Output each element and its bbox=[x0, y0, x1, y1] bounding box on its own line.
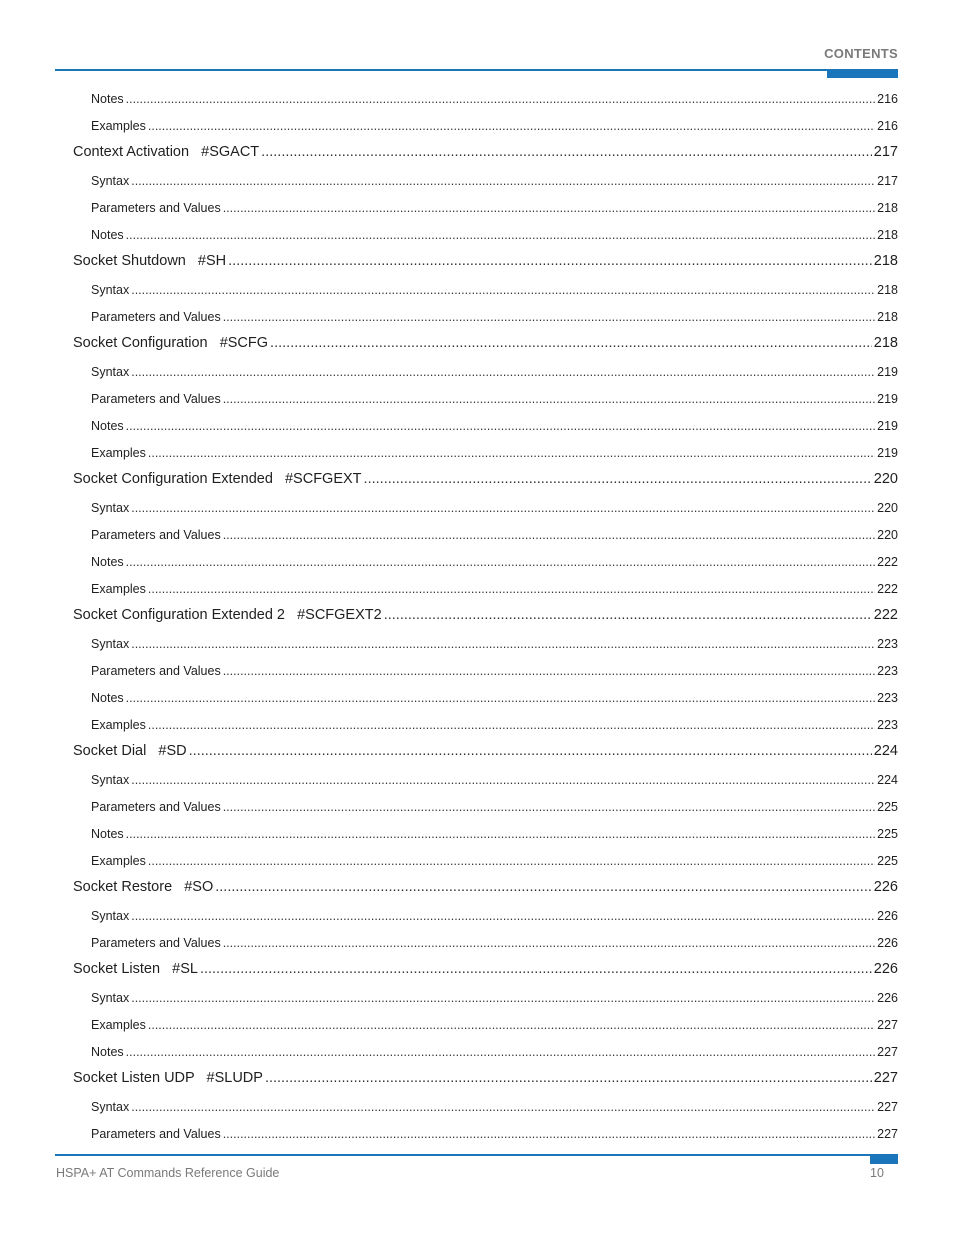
toc-subsection-entry[interactable] bbox=[0, 528, 954, 550]
toc-subsection-entry[interactable] bbox=[0, 392, 954, 414]
toc-entry-page-number: 218 bbox=[877, 201, 898, 215]
toc-entry-label: Examples bbox=[91, 1018, 146, 1032]
toc-entry-label: Parameters and Values bbox=[91, 664, 221, 678]
footer-rule bbox=[55, 1154, 898, 1156]
toc-subsection-entry[interactable] bbox=[0, 909, 954, 931]
toc-dot-leader bbox=[126, 419, 875, 433]
footer-accent-tab bbox=[870, 1154, 898, 1164]
toc-entry-label: Syntax bbox=[91, 991, 130, 1005]
toc-entry-page-number: 226 bbox=[877, 991, 898, 1005]
toc-dot-leader bbox=[223, 664, 875, 678]
footer-document-title: HSPA+ AT Commands Reference Guide bbox=[56, 1166, 280, 1180]
toc-dot-leader bbox=[148, 1018, 875, 1032]
toc-dot-leader bbox=[265, 1070, 872, 1086]
toc-entry-label: Notes bbox=[91, 419, 124, 433]
toc-dot-leader bbox=[126, 228, 875, 242]
toc-subsection-entry[interactable] bbox=[0, 174, 954, 196]
toc-dot-leader bbox=[126, 691, 875, 705]
toc-dot-leader bbox=[223, 201, 875, 215]
toc-entry-label: Syntax bbox=[91, 909, 130, 923]
toc-dot-leader bbox=[131, 909, 875, 923]
toc-entry-label: Notes bbox=[91, 1045, 124, 1059]
toc-dot-leader bbox=[215, 879, 872, 895]
toc-section-entry[interactable] bbox=[0, 1070, 954, 1094]
toc-entry-label: Notes bbox=[91, 691, 124, 705]
toc-entry-page-number: 223 bbox=[877, 664, 898, 678]
toc-dot-leader bbox=[223, 528, 875, 542]
toc-dot-leader bbox=[131, 637, 875, 651]
toc-entry-label: Socket Listen #SL bbox=[73, 961, 198, 977]
header-rule bbox=[55, 69, 898, 71]
toc-entry-page-number: 223 bbox=[877, 637, 898, 651]
toc-entry-label: Parameters and Values bbox=[91, 800, 221, 814]
toc-section-entry[interactable] bbox=[0, 607, 954, 631]
toc-subsection-entry[interactable] bbox=[0, 1127, 954, 1149]
toc-entry-page-number: 219 bbox=[877, 446, 898, 460]
toc-entry-label: Notes bbox=[91, 92, 124, 106]
toc-subsection-entry[interactable] bbox=[0, 501, 954, 523]
toc-entry-label: Examples bbox=[91, 119, 146, 133]
toc-subsection-entry[interactable] bbox=[0, 1045, 954, 1067]
toc-entry-page-number: 224 bbox=[873, 743, 898, 759]
toc-dot-leader bbox=[131, 773, 875, 787]
toc-dot-leader bbox=[223, 936, 875, 950]
toc-subsection-entry[interactable] bbox=[0, 582, 954, 604]
toc-dot-leader bbox=[148, 119, 875, 133]
toc-entry-label: Syntax bbox=[91, 1100, 130, 1114]
toc-subsection-entry[interactable] bbox=[0, 310, 954, 332]
toc-entry-page-number: 219 bbox=[877, 392, 898, 406]
toc-entry-label: Socket Dial #SD bbox=[73, 743, 187, 759]
toc-entry-page-number: 227 bbox=[873, 1070, 898, 1086]
toc-section-entry[interactable] bbox=[0, 335, 954, 359]
toc-dot-leader bbox=[384, 607, 872, 623]
toc-entry-page-number: 226 bbox=[873, 879, 898, 895]
toc-entry-label: Syntax bbox=[91, 283, 130, 297]
toc-entry-page-number: 220 bbox=[877, 528, 898, 542]
toc-entry-label: Parameters and Values bbox=[91, 392, 221, 406]
toc-section-entry[interactable] bbox=[0, 253, 954, 277]
toc-entry-page-number: 225 bbox=[877, 854, 898, 868]
toc-entry-page-number: 227 bbox=[877, 1127, 898, 1141]
toc-dot-leader bbox=[270, 335, 872, 351]
toc-subsection-entry[interactable] bbox=[0, 228, 954, 250]
toc-entry-label: Socket Configuration Extended 2 #SCFGEXT2 bbox=[73, 607, 382, 623]
toc-entry-page-number: 216 bbox=[877, 92, 898, 106]
toc-entry-page-number: 226 bbox=[877, 936, 898, 950]
toc-dot-leader bbox=[131, 501, 875, 515]
toc-subsection-entry[interactable] bbox=[0, 773, 954, 795]
toc-dot-leader bbox=[131, 991, 875, 1005]
page-header-title: CONTENTS bbox=[824, 46, 898, 61]
toc-entry-page-number: 217 bbox=[877, 174, 898, 188]
toc-entry-label: Syntax bbox=[91, 174, 130, 188]
toc-subsection-entry[interactable] bbox=[0, 1100, 954, 1122]
toc-entry-label: Parameters and Values bbox=[91, 310, 221, 324]
toc-subsection-entry[interactable] bbox=[0, 201, 954, 223]
toc-entry-page-number: 218 bbox=[877, 228, 898, 242]
toc-subsection-entry[interactable] bbox=[0, 691, 954, 713]
toc-subsection-entry[interactable] bbox=[0, 283, 954, 305]
toc-dot-leader bbox=[228, 253, 872, 269]
toc-entry-page-number: 226 bbox=[877, 909, 898, 923]
toc-entry-page-number: 225 bbox=[877, 827, 898, 841]
toc-entry-label: Socket Restore #SO bbox=[73, 879, 214, 895]
toc-subsection-entry[interactable] bbox=[0, 718, 954, 740]
toc-entry-page-number: 219 bbox=[877, 419, 898, 433]
toc-dot-leader bbox=[148, 582, 875, 596]
toc-entry-page-number: 226 bbox=[873, 961, 898, 977]
toc-dot-leader bbox=[126, 1045, 875, 1059]
toc-subsection-entry[interactable] bbox=[0, 936, 954, 958]
toc-dot-leader bbox=[189, 743, 872, 759]
toc-entry-label: Parameters and Values bbox=[91, 936, 221, 950]
toc-dot-leader bbox=[261, 144, 872, 160]
toc-subsection-entry[interactable] bbox=[0, 1018, 954, 1040]
toc-section-entry[interactable] bbox=[0, 471, 954, 495]
toc-dot-leader bbox=[223, 800, 875, 814]
toc-entry-label: Socket Listen UDP #SLUDP bbox=[73, 1070, 263, 1086]
toc-dot-leader bbox=[200, 961, 872, 977]
toc-dot-leader bbox=[131, 174, 875, 188]
toc-entry-page-number: 217 bbox=[873, 144, 898, 160]
toc-subsection-entry[interactable] bbox=[0, 827, 954, 849]
toc-entry-page-number: 224 bbox=[877, 773, 898, 787]
toc-entry-label: Socket Shutdown #SH bbox=[73, 253, 227, 269]
toc-section-entry[interactable] bbox=[0, 961, 954, 985]
toc-entry-page-number: 222 bbox=[877, 582, 898, 596]
toc-subsection-entry[interactable] bbox=[0, 92, 954, 114]
toc-dot-leader bbox=[126, 827, 875, 841]
toc-entry-page-number: 223 bbox=[877, 691, 898, 705]
toc-entry-label: Socket Configuration Extended #SCFGEXT bbox=[73, 471, 362, 487]
toc-entry-label: Examples bbox=[91, 582, 146, 596]
toc-subsection-entry[interactable] bbox=[0, 991, 954, 1013]
toc-entry-label: Syntax bbox=[91, 773, 130, 787]
toc-entry-page-number: 218 bbox=[877, 310, 898, 324]
toc-dot-leader bbox=[223, 310, 875, 324]
toc-dot-leader bbox=[364, 471, 872, 487]
toc-entry-page-number: 222 bbox=[877, 555, 898, 569]
toc-entry-label: Syntax bbox=[91, 365, 130, 379]
toc-entry-label: Examples bbox=[91, 446, 146, 460]
toc-entry-page-number: 216 bbox=[877, 119, 898, 133]
toc-entry-label: Examples bbox=[91, 854, 146, 868]
toc-subsection-entry[interactable] bbox=[0, 637, 954, 659]
toc-entry-page-number: 218 bbox=[873, 253, 898, 269]
toc-subsection-entry[interactable] bbox=[0, 555, 954, 577]
toc-entry-page-number: 223 bbox=[877, 718, 898, 732]
toc-subsection-entry[interactable] bbox=[0, 119, 954, 141]
toc-dot-leader bbox=[131, 1100, 875, 1114]
toc-dot-leader bbox=[131, 283, 875, 297]
toc-entry-page-number: 222 bbox=[873, 607, 898, 623]
toc-subsection-entry[interactable] bbox=[0, 446, 954, 468]
header-accent-tab bbox=[827, 69, 898, 78]
toc-entry-page-number: 227 bbox=[877, 1045, 898, 1059]
toc-entry-page-number: 218 bbox=[877, 283, 898, 297]
toc-entry-label: Examples bbox=[91, 718, 146, 732]
toc-entry-label: Syntax bbox=[91, 637, 130, 651]
toc-dot-leader bbox=[223, 392, 875, 406]
toc-entry-label: Parameters and Values bbox=[91, 1127, 221, 1141]
toc-entry-page-number: 220 bbox=[873, 471, 898, 487]
toc-entry-page-number: 220 bbox=[877, 501, 898, 515]
toc-section-entry[interactable] bbox=[0, 879, 954, 903]
toc-entry-label: Parameters and Values bbox=[91, 201, 221, 215]
toc-entry-page-number: 225 bbox=[877, 800, 898, 814]
footer-page-number: 10 bbox=[870, 1166, 884, 1180]
toc-dot-leader bbox=[126, 92, 875, 106]
toc-section-entry[interactable] bbox=[0, 144, 954, 168]
toc-dot-leader bbox=[148, 718, 875, 732]
toc-entry-label: Notes bbox=[91, 555, 124, 569]
toc-dot-leader bbox=[126, 555, 875, 569]
toc-section-entry[interactable] bbox=[0, 743, 954, 767]
toc-entry-page-number: 227 bbox=[877, 1100, 898, 1114]
toc-entry-label: Notes bbox=[91, 827, 124, 841]
toc-entry-label: Socket Configuration #SCFG bbox=[73, 335, 269, 351]
toc-entry-page-number: 219 bbox=[877, 365, 898, 379]
toc-entry-label: Notes bbox=[91, 228, 124, 242]
toc-entry-label: Syntax bbox=[91, 501, 130, 515]
toc-dot-leader bbox=[223, 1127, 875, 1141]
toc-entry-page-number: 218 bbox=[873, 335, 898, 351]
toc-subsection-entry[interactable] bbox=[0, 854, 954, 876]
toc-subsection-entry[interactable] bbox=[0, 664, 954, 686]
toc-dot-leader bbox=[148, 854, 875, 868]
toc-dot-leader bbox=[131, 365, 875, 379]
toc-dot-leader bbox=[148, 446, 875, 460]
toc-subsection-entry[interactable] bbox=[0, 419, 954, 441]
toc-subsection-entry[interactable] bbox=[0, 365, 954, 387]
toc-entry-page-number: 227 bbox=[877, 1018, 898, 1032]
toc-entry-label: Context Activation #SGACT bbox=[73, 144, 260, 160]
toc-subsection-entry[interactable] bbox=[0, 800, 954, 822]
toc-entry-label: Parameters and Values bbox=[91, 528, 221, 542]
